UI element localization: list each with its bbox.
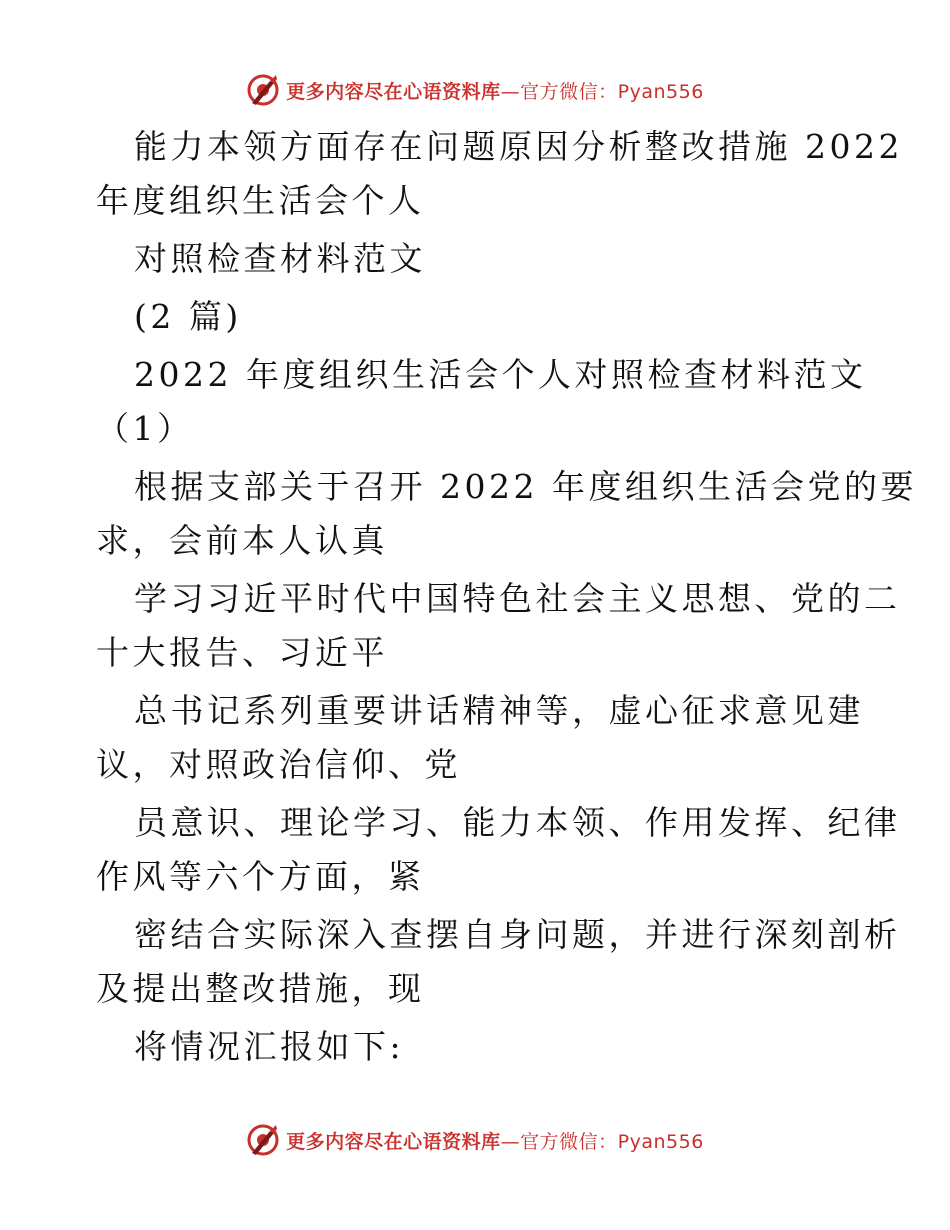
paragraph-line: 总书记系列重要讲话精神等，虚心征求意见建 [134,691,864,730]
paragraph-line: 求，会前本人认真 [96,521,388,560]
paragraph-line: 作风等六个方面，紧 [96,857,425,896]
title-line-4: (2 篇) [134,297,242,336]
paragraph-line: 学习习近平时代中国特色社会主义思想、党的二 [134,579,901,618]
banner-text [286,77,704,104]
quill-pen-logo-icon [246,73,280,107]
title-line-1: 能力本领方面存在问题原因分析整改措施 2022 [134,127,903,166]
subtitle-line-1: 2022 年度组织生活会个人对照检查材料范文 [134,355,867,394]
document-body [96,120,917,1074]
quill-pen-logo-icon [246,1123,280,1157]
footer-watermark-banner [0,1122,950,1158]
header-watermark-banner [0,72,950,108]
paragraph-line: 根据支部关于召开 2022 年度组织生活会党的要 [134,467,917,506]
paragraph-line: 议，对照政治信仰、党 [96,745,461,784]
paragraph-line: 及提出整改措施，现 [96,969,425,1008]
paragraph-line: 将情况汇报如下: [134,1027,405,1066]
banner-main-text: 更多内容尽在心语资料库 [286,80,501,103]
banner-text [286,1127,704,1154]
paragraph-line: 密结合实际深入查摆自身问题，并进行深刻剖析 [134,915,901,954]
banner-contact-text: —官方微信：Pyan556 [500,80,704,103]
paragraph-line: 员意识、理论学习、能力本领、作用发挥、纪律 [134,803,901,842]
subtitle-line-2: （1） [96,409,194,448]
banner-main-text: 更多内容尽在心语资料库 [286,1130,501,1153]
title-line-2: 年度组织生活会个人 [96,181,425,220]
title-line-3: 对照检查材料范文 [134,239,426,278]
paragraph-line: 十大报告、习近平 [96,633,388,672]
banner-contact-text: —官方微信：Pyan556 [500,1130,704,1153]
